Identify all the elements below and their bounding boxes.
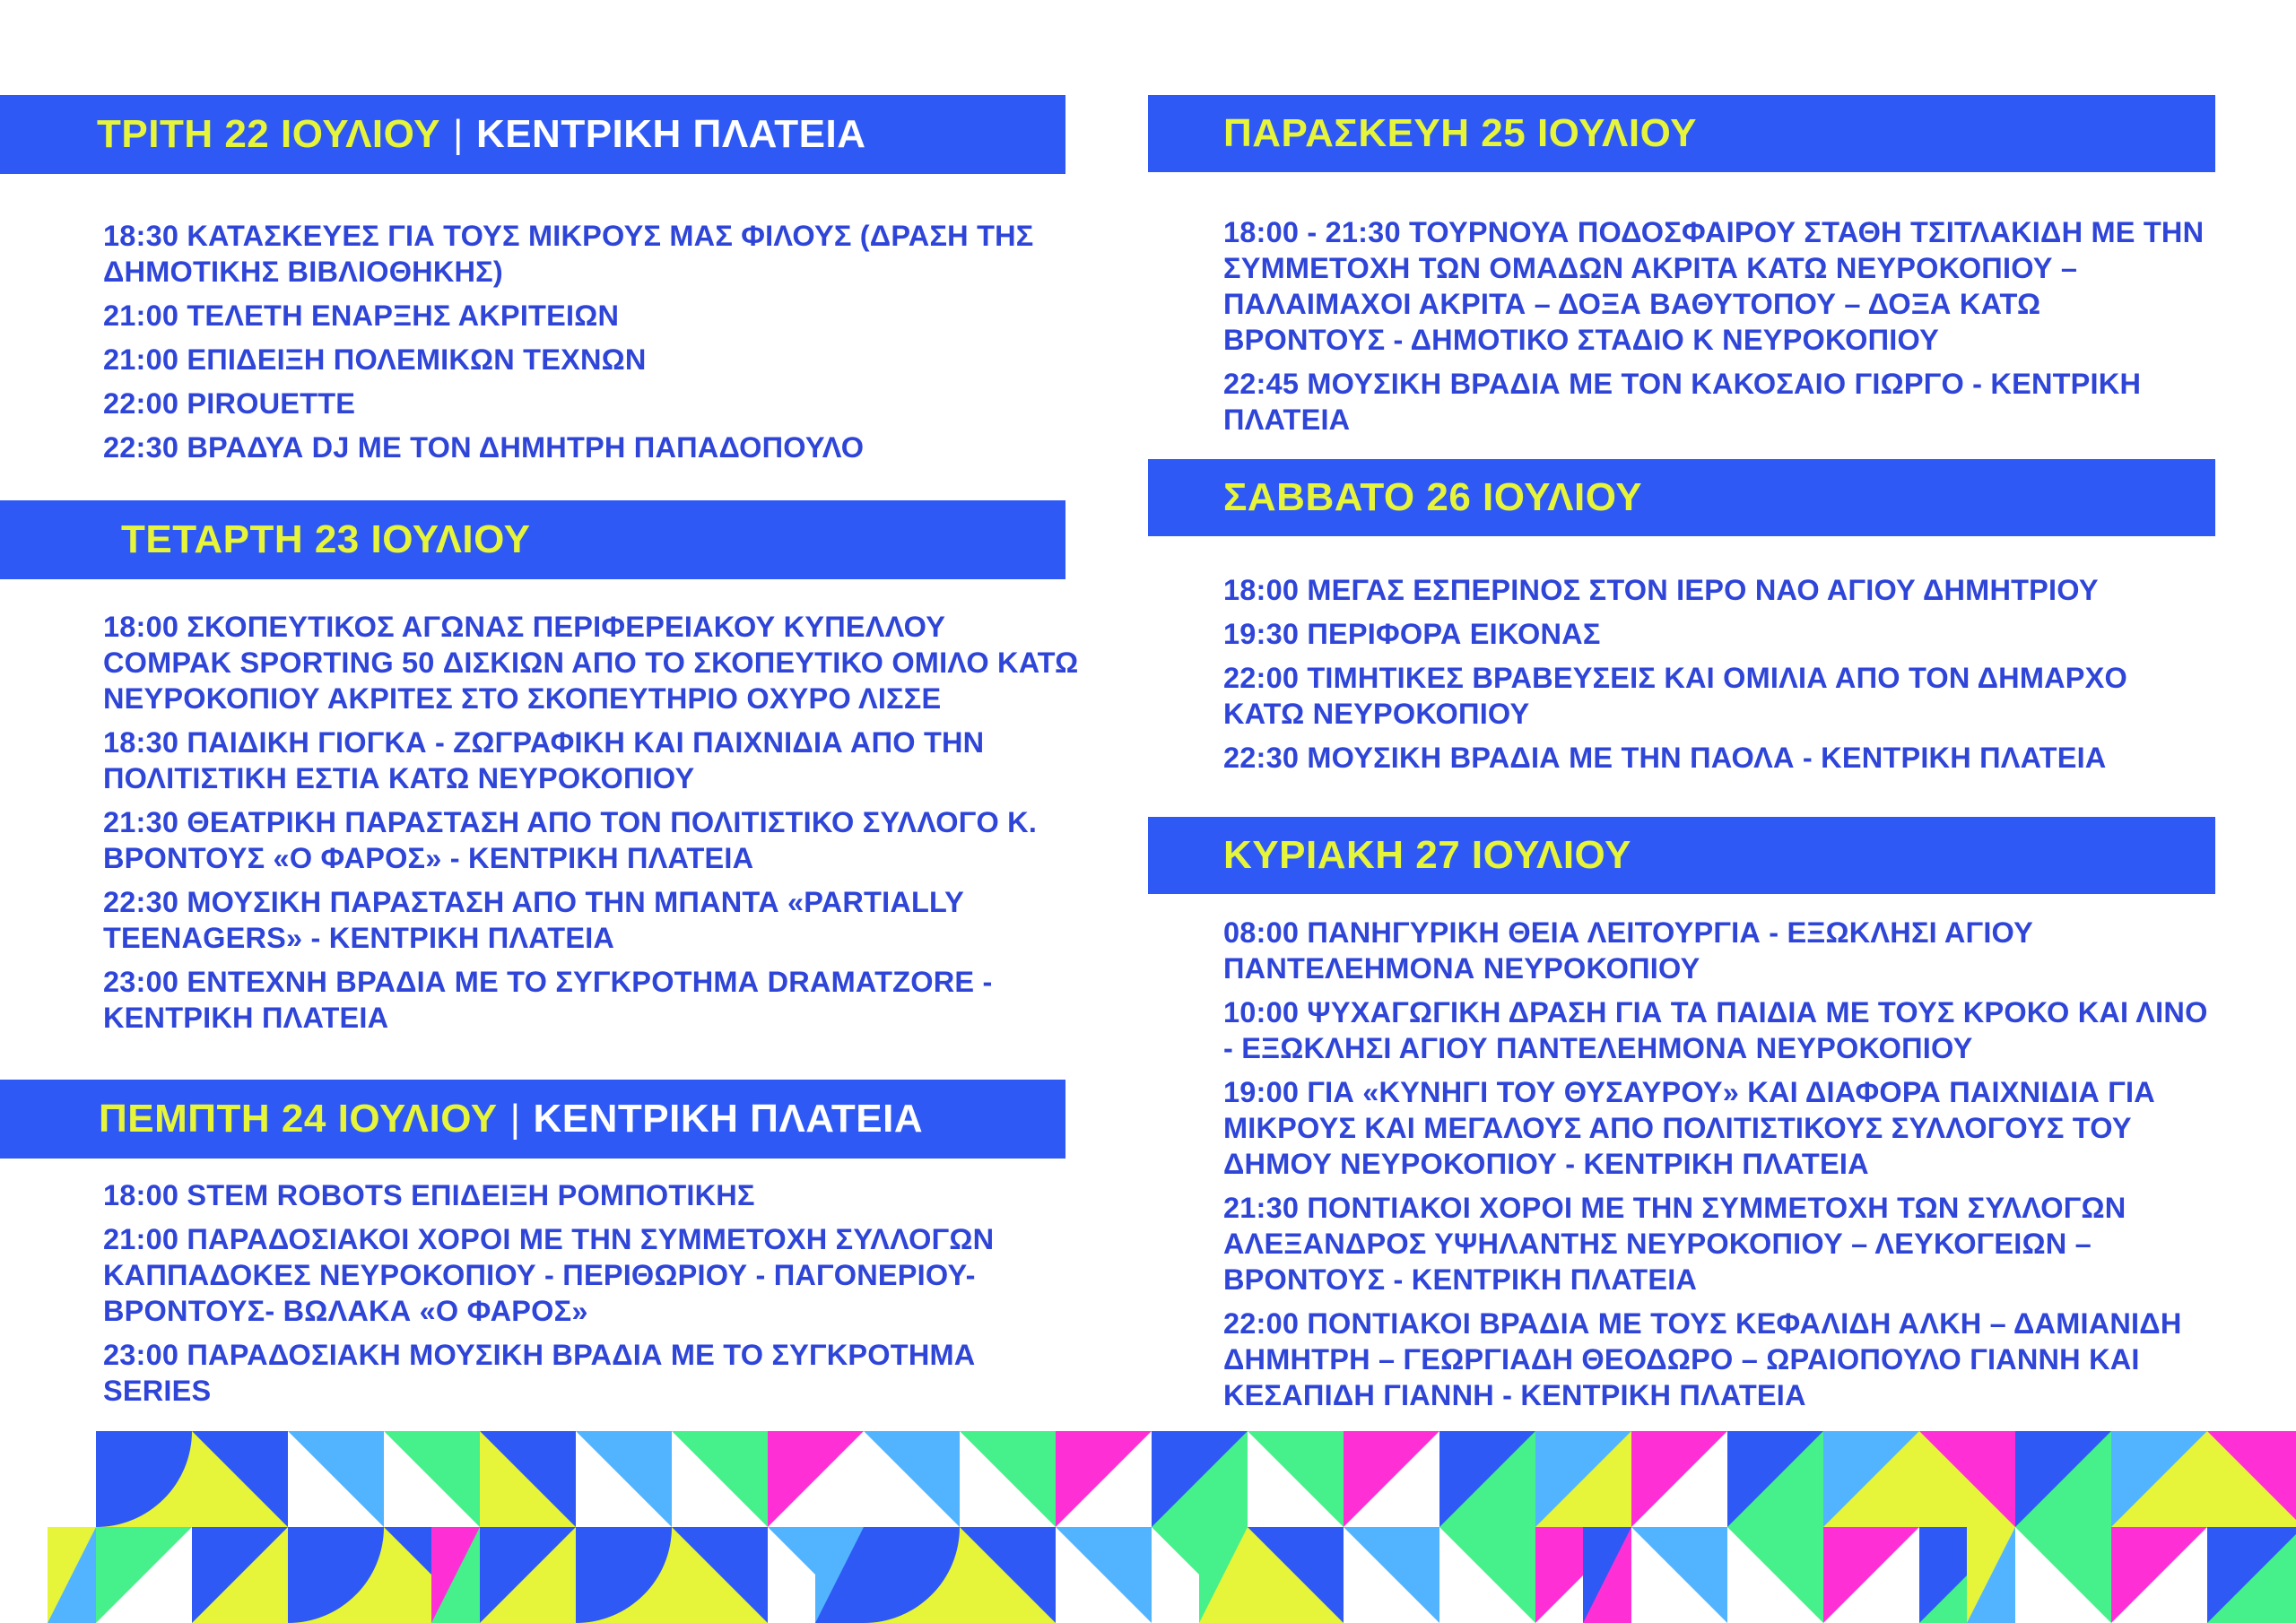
event-item: 23:00 ΠΑΡΑΔΟΣΙΑΚΗ ΜΟΥΣΙΚΗ ΒΡΑΔΙΑ ΜΕ ΤΟ ΣΥΓΚΡΟΤΗΜΑ SERIES xyxy=(103,1339,976,1407)
event-item: 18:00 ΣΚΟΠΕΥΤΙΚΟΣ ΑΓΩΝΑΣ ΠΕΡΙΦΕΡΕΙΑΚΟΥ ΚΥΠΕΛΛΟΥ COMPAK SPORTING 50 ΔΙΣΚΙΩΝ ΑΠΟ ΤΟ ΣΚΟΠΕΥΤΙΚΟ ΟΜΙΛΟ ΚΑΤΩ ΝΕΥΡΟΚΟΠΙΟΥ ΑΚΡΙΤΕΣ ΣΤΟ ΣΚΟΠΕΥΤΗΡΙΟ ΟΧΥΡΟ ΛΙΣΣΕ xyxy=(103,611,1079,715)
day-header-saturday xyxy=(1148,459,2215,536)
event-list-wednesday xyxy=(103,609,1081,1044)
event-item: 18:30 ΚΑΤΑΣΚΕΥΕΣ ΓΙΑ ΤΟΥΣ ΜΙΚΡΟΥΣ ΜΑΣ ΦΙΛΟΥΣ (ΔΡΑΣΗ ΤΗΣ ΔΗΜΟΤΙΚΗΣ ΒΙΒΛΙΟΘΗΚΗΣ) xyxy=(103,220,1034,288)
event-item: 18:00 - 21:30 ΤΟΥΡΝΟΥΑ ΠΟΔΟΣΦΑΙΡΟΥ ΣΤΑΘΗ ΤΣΙΤΛΑΚΙΔΗ ΜΕ ΤΗΝ ΣΥΜΜΕΤΟΧΗ ΤΩΝ ΟΜΑΔΩΝ ΑΚΡΙΤΑ ΚΑΤΩ ΝΕΥΡΟΚΟΠΙΟΥ – ΠΑΛΑΙΜΑΧΟΙ ΑΚΡΙΤΑ – ΔΟΞΑ ΒΑΘΥΤΟΠΟΥ – ΔΟΞΑ ΚΑΤΩ ΒΡΟΝΤΟΥΣ - ΔΗΜΟΤΙΚΟ ΣΤΑΔΙΟ Κ ΝΕΥΡΟΚΟΠΙΟΥ xyxy=(1223,216,2205,356)
day-label: ΣΑΒΒΑΤΟ 26 ΙΟΥΛΙΟΥ xyxy=(1223,475,1643,519)
event-item: 21:30 ΠΟΝΤΙΑΚΟΙ ΧΟΡΟΙ ΜΕ ΤΗΝ ΣΥΜΜΕΤΟΧΗ ΤΩΝ ΣΥΛΛΟΓΩΝ ΑΛΕΞΑΝΔΡΟΣ ΥΨΗΛΑΝΤΗΣ ΝΕΥΡΟΚΟΠΙΟΥ – ΛΕΥΚΟΓΕΙΩΝ – ΒΡΟΝΤΟΥΣ - ΚΕΝΤΡΙΚΗ ΠΛΑΤΕΙΑ xyxy=(1223,1192,2126,1296)
venue-label: ΚΕΝΤΡΙΚΗ ΠΛΑΤΕΙΑ xyxy=(475,112,866,156)
event-item: 10:00 ΨΥΧΑΓΩΓΙΚΗ ΔΡΑΣΗ ΓΙΑ ΤΑ ΠΑΙΔΙΑ ΜΕ ΤΟΥΣ ΚΡΟΚΟ ΚΑΙ ΛΙΝΟ - ΕΞΩΚΛΗΣΙ ΑΓΙΟΥ ΠΑΝΤΕΛΕΗΜΟΝΑ ΝΕΥΡΟΚΟΠΙΟΥ xyxy=(1223,996,2208,1064)
event-item: 21:00 ΕΠΙΔΕΙΞΗ ΠΟΛΕΜΙΚΩΝ ΤΕΧΝΩΝ xyxy=(103,343,647,376)
event-list-sunday xyxy=(1223,915,2215,1421)
event-item: 08:00 ΠΑΝΗΓΥΡΙΚΗ ΘΕΙΑ ΛΕΙΤΟΥΡΓΙΑ - ΕΞΩΚΛΗΣΙ ΑΓΙΟΥ ΠΑΝΤΕΛΕΗΜΟΝΑ ΝΕΥΡΟΚΟΠΙΟΥ xyxy=(1223,916,2034,985)
event-item: 22:00 ΠΟΝΤΙΑΚΟΙ ΒΡΑΔΙΑ ΜΕ ΤΟΥΣ ΚΕΦΑΛΙΔΗ ΑΛΚΗ – ΔΑΜΙΑΝΙΔΗ ΔΗΜΗΤΡΗ – ΓΕΩΡΓΙΑΔΗ ΘΕΟΔΩΡΟ – ΩΡΑΙΟΠΟΥΛΟ ΓΙΑΝΝΗ ΚΑΙ ΚΕΣΑΠΙΔΗ ΓΙΑΝΝΗ - ΚΕΝΤΡΙΚΗ ΠΛΑΤΕΙΑ xyxy=(1223,1307,2182,1411)
header-separator: | xyxy=(453,112,464,156)
day-header-tuesday xyxy=(0,95,1065,174)
decorative-pattern-band xyxy=(0,1431,2296,1623)
event-item: 21:00 ΠΑΡΑΔΟΣΙΑΚΟΙ ΧΟΡΟΙ ΜΕ ΤΗΝ ΣΥΜΜΕΤΟΧΗ ΣΥΛΛΟΓΩΝ ΚΑΠΠΑΔΟΚΕΣ ΝΕΥΡΟΚΟΠΙΟΥ - ΠΕΡΙΘΩΡΙΟΥ - ΠΑΓΟΝΕΡΙΟΥ- ΒΡΟΝΤΟΥΣ- ΒΩΛΑΚΑ «Ο ΦΑΡΟΣ» xyxy=(103,1223,995,1327)
event-list-saturday xyxy=(1223,572,2210,784)
day-label: ΤΕΤΑΡΤΗ 23 ΙΟΥΛΙΟΥ xyxy=(121,517,531,561)
event-item: 22:30 ΜΟΥΣΙΚΗ ΠΑΡΑΣΤΑΣΗ ΑΠΟ ΤΗΝ ΜΠΑΝΤΑ «PARTIALLY TEENAGERS» - ΚΕΝΤΡΙΚΗ ΠΛΑΤΕΙΑ xyxy=(103,886,964,954)
event-item: 18:00 STEM ROBOTS ΕΠΙΔΕΙΞΗ ΡΟΜΠΟΤΙΚΗΣ xyxy=(103,1179,755,1211)
event-item: 22:45 ΜΟΥΣΙΚΗ ΒΡΑΔΙΑ ΜΕ ΤΟΝ ΚΑΚΟΣΑΙΟ ΓΙΩΡΓΟ - ΚΕΝΤΡΙΚΗ ΠΛΑΤΕΙΑ xyxy=(1223,368,2142,436)
event-item: 18:00 ΜΕΓΑΣ ΕΣΠΕΡΙΝΟΣ ΣΤΟΝ ΙΕΡΟ ΝΑΟ ΑΓΙΟΥ ΔΗΜΗΤΡΙΟΥ xyxy=(1223,574,2099,606)
event-item: 21:30 ΘΕΑΤΡΙΚΗ ΠΑΡΑΣΤΑΣΗ ΑΠΟ ΤΟΝ ΠΟΛΙΤΙΣΤΙΚΟ ΣΥΛΛΟΓΟ Κ. ΒΡΟΝΤΟΥΣ «Ο ΦΑΡΟΣ» - ΚΕΝΤΡΙΚΗ ΠΛΑΤΕΙΑ xyxy=(103,806,1038,874)
event-item: 19:30 ΠΕΡΙΦΟΡΑ ΕΙΚΟΝΑΣ xyxy=(1223,618,1601,650)
event-item: 22:30 ΜΟΥΣΙΚΗ ΒΡΑΔΙΑ ΜΕ ΤΗΝ ΠΑΟΛΑ - ΚΕΝΤΡΙΚΗ ΠΛΑΤΕΙΑ xyxy=(1223,742,2107,774)
venue-label: ΚΕΝΤΡΙΚΗ ΠΛΑΤΕΙΑ xyxy=(533,1097,924,1141)
event-item: 22:00 ΤΙΜΗΤΙΚΕΣ ΒΡΑΒΕΥΣΕΙΣ ΚΑΙ ΟΜΙΛΙΑ ΑΠΟ ΤΟΝ ΔΗΜΑΡΧΟ ΚΑΤΩ ΝΕΥΡΟΚΟΠΙΟΥ xyxy=(1223,662,2127,730)
day-header-sunday xyxy=(1148,817,2215,894)
day-label: ΤΡΙΤΗ 22 ΙΟΥΛΙΟΥ xyxy=(97,112,440,156)
day-label: ΠΑΡΑΣΚΕΥΗ 25 ΙΟΥΛΙΟΥ xyxy=(1223,111,1697,155)
event-item: 22:00 PIROUETTE xyxy=(103,387,356,420)
header-separator: | xyxy=(509,1097,521,1141)
event-item: 18:30 ΠΑΙΔΙΚΗ ΓΙΟΓΚΑ - ΖΩΓΡΑΦΙΚΗ ΚΑΙ ΠΑΙΧΝΙΔΙΑ ΑΠΟ ΤΗΝ ΠΟΛΙΤΙΣΤΙΚΗ ΕΣΤΙΑ ΚΑΤΩ ΝΕΥΡΟΚΟΠΙΟΥ xyxy=(103,726,985,794)
day-label: ΠΕΜΠΤΗ 24 ΙΟΥΛΙΟΥ xyxy=(99,1097,498,1141)
day-header-thursday xyxy=(0,1080,1065,1159)
day-label: ΚΥΡΙΑΚΗ 27 ΙΟΥΛΙΟΥ xyxy=(1223,833,1631,877)
day-header-wednesday xyxy=(0,500,1065,579)
day-header-friday xyxy=(1148,95,2215,172)
event-item: 21:00 ΤΕΛΕΤΗ ΕΝΑΡΞΗΣ ΑΚΡΙΤΕΙΩΝ xyxy=(103,299,620,332)
event-item: 23:00 ΕΝΤΕΧΝΗ ΒΡΑΔΙΑ ΜΕ ΤΟ ΣΥΓΚΡΟΤΗΜΑ DRAMATZORE - ΚΕΝΤΡΙΚΗ ΠΛΑΤΕΙΑ xyxy=(103,966,993,1034)
event-list-tuesday xyxy=(103,218,1072,473)
geometric-pattern-graphic xyxy=(0,1431,2296,1623)
event-list-friday xyxy=(1223,214,2210,446)
event-item: 19:00 ΓΙΑ «ΚΥΝΗΓΙ ΤΟΥ ΘΥΣΑΥΡΟΥ» ΚΑΙ ΔΙΑΦΟΡΑ ΠΑΙΧΝΙΔΙΑ ΓΙΑ ΜΙΚΡΟΥΣ ΚΑΙ ΜΕΓΑΛΟΥΣ ΑΠΟ ΠΟΛΙΤΙΣΤΙΚΟΥΣ ΣΥΛΛΟΓΟΥΣ ΤΟΥ ΔΗΜΟΥ ΝΕΥΡΟΚΟΠΙΟΥ - ΚΕΝΤΡΙΚΗ ΠΛΑΤΕΙΑ xyxy=(1223,1076,2155,1180)
event-list-thursday xyxy=(103,1177,1090,1417)
event-item: 22:30 ΒΡΑΔΥΑ DJ ΜΕ ΤΟΝ ΔΗΜΗΤΡΗ ΠΑΠΑΔΟΠΟΥΛΟ xyxy=(103,431,865,464)
